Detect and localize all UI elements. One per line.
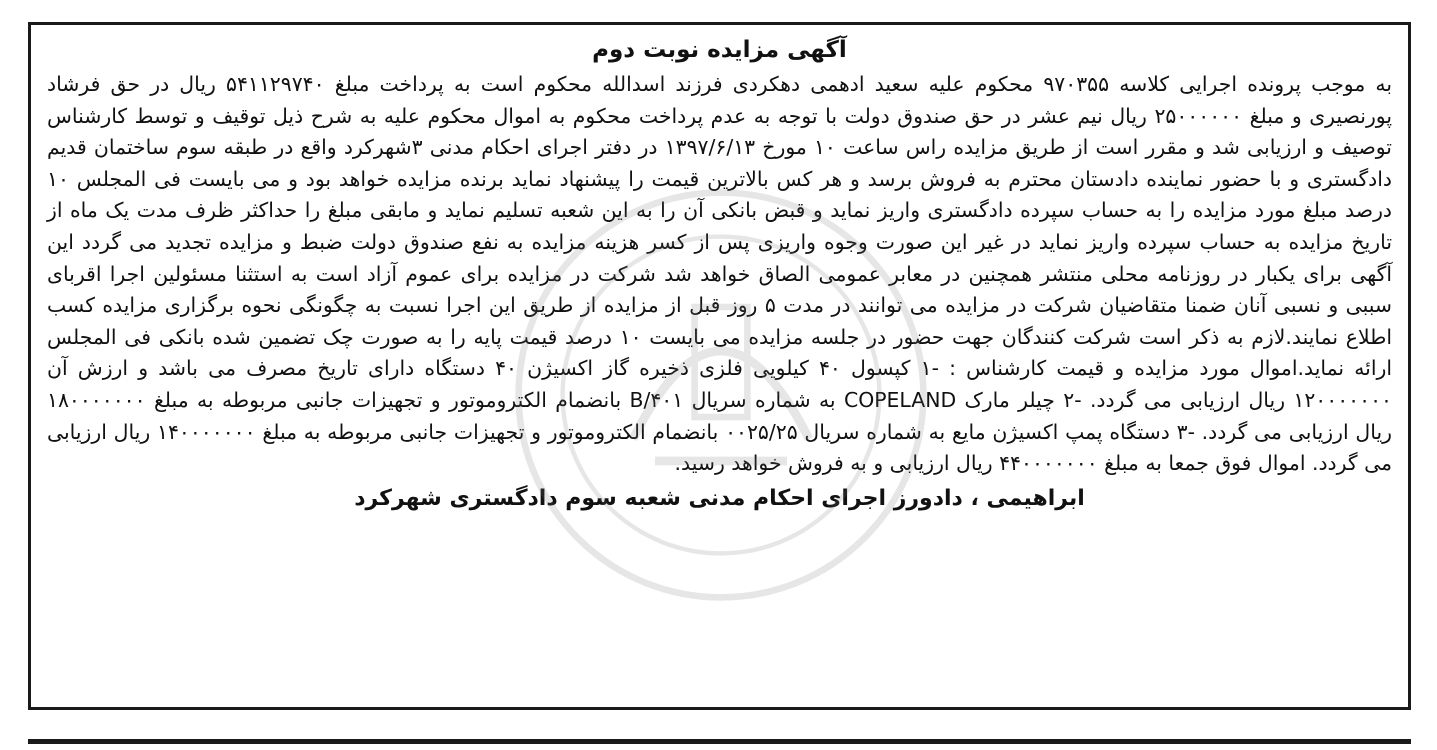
bottom-divider [28, 739, 1411, 744]
notice-signature: ابراهیمی ، دادورز اجرای احکام مدنی شعبه سوم دادگستری شهرکرد [354, 485, 1085, 511]
notice-body: به موجب پرونده اجرایی کلاسه ۹۷۰۳۵۵ محکوم علیه سعید ادهمی دهکردی فرزند اسدالله محکوم است به پرداخت مبلغ ۵۴۱۱۲۹۷۴۰ ریال در حق فرشاد پورنصیری و مبلغ ۲۵۰۰۰۰۰۰ ریال نیم عشر در حق صندوق دولت با توجه به عدم پرداخت محکوم به اموال محکوم علیه به شرح ذیل توقیف و توسط کارشناس توصیف و ارزیابی شد و مقرر است از طریق مزایده راس ساعت ۱۰ مورخ ۱۳۹۷/۶/۱۳ در دفتر اجرای احکام مدنی ۳شهرکرد واقع در طبقه سوم ساختمان قدیم دادگستری و با حضور نماینده دادستان محترم به فروش برسد و هر کس بالاترین قیمت را پیشنهاد نماید برنده مزایده خواهد بود و می بایست فی المجلس ۱۰ درصد مبلغ مورد مزایده را به حساب سپرده دادگستری واریز نماید و قبض بانکی آن را به این شعبه تسلیم نماید و مابقی مبلغ را حداکثر ظرف مدت یک ماه از تاریخ مزایده به حساب سپرده واریز نماید در غیر این صورت وجوه واریزی پس از کسر هزینه مزایده به نفع صندوق دولت ضبط و مزایده تجدید می گردد این آگهی برای یکبار در روزنامه محلی منتشر همچنین در معابر عمومی الصاق خواهد شد شرکت در مزایده برای عموم آزاد است به استثنا مسئولین اجرا اقربای سببی و نسبی آنان ضمنا متقاضیان شرکت در مزایده می توانند در مدت ۵ روز قبل از مزایده از طریق این اجرا نسبت به چگونگی نحوه برگزاری مزایده کسب اطلاع نمایند.لازم به ذکر است شرکت کنندگان جهت حضور در جلسه مزایده می بایست ۱۰ درصد قیمت پایه را به صورت چک تضمین شده بانکی فی المجلس ارائه نماید.اموال مورد مزایده و قیمت کارشناس : -۱ کپسول ۴۰ کیلویی فلزی ذخیره گاز اکسیژن ۴۰ دستگاه دارای تاریخ مصرف می باشد و ارزش آن ۱۲۰۰۰۰۰۰۰ ریال ارزیابی می گردد. -۲ چیلر مارک COPELAND به شماره سریال B/۴۰۱ بانضمام الکتروموتور و تجهیزات جانبی مربوطه به مبلغ ۱۸۰۰۰۰۰۰۰ ریال ارزیابی می گردد. -۳ دستگاه پمپ اکسیژن مایع به شماره سریال ۰۰۲۵/۲۵ بانضمام الکتروموتور و تجهیزات جانبی مربوطه به مبلغ ۱۴۰۰۰۰۰۰۰ ریال ارزیابی می گردد. اموال فوق جمعا به مبلغ ۴۴۰۰۰۰۰۰۰ ریال ارزیابی و به فروش خواهد رسید. [47, 72, 1393, 476]
notice-title: آگهی مزایده نوبت دوم [592, 37, 847, 63]
notice-frame [28, 22, 1411, 710]
